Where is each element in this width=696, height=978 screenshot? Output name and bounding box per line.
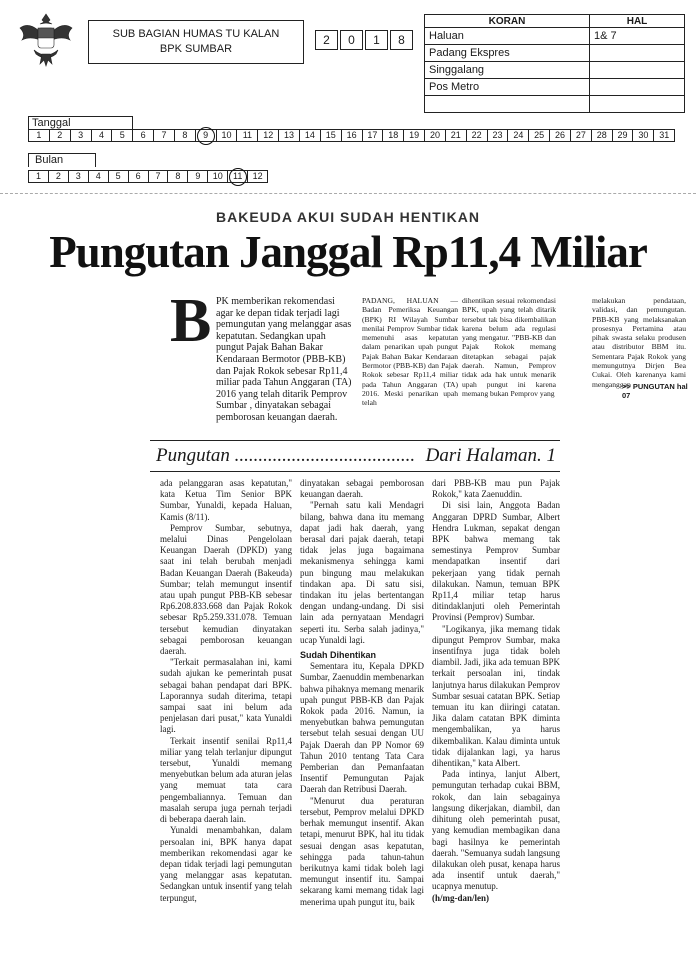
subheading: Sudah Dihentikan bbox=[300, 650, 377, 661]
number-cell: 6 bbox=[129, 171, 149, 182]
number-cell: 1 bbox=[29, 171, 49, 182]
paragraph: Pada intinya, lanjut Albert, pemungutan terhadap cukai BBM, rokok, dan lain sebagainya langsung dikerjakan, diambil, dan dihitung oleh pemerintah pusat, yang kemudian membagikan dana bagi hasilnya ke pemerintah daerah. "Semuanya sudah langsung dilakukan oleh pusat, kenapa harus ada insentif untuk daerah," ucapnya menutup. bbox=[432, 769, 560, 892]
newspaper-table bbox=[424, 14, 685, 113]
year-digit: 8 bbox=[390, 30, 413, 50]
unit-line-1: SUB BAGIAN HUMAS TU KALAN bbox=[112, 28, 280, 40]
number-cell: 23 bbox=[488, 130, 509, 141]
number-cell: 4 bbox=[89, 171, 109, 182]
number-cell: 6 bbox=[133, 130, 154, 141]
continuation-column-2 bbox=[300, 478, 424, 944]
paragraph: ada pelanggaran asas kepatutan," kata Ketua Tim Senior BPK Sumbar, Yunaldi, kepada Haluan, Kamis (8/11). bbox=[160, 478, 292, 522]
headline: Pungutan Janggal Rp11,4 Miliar bbox=[49, 227, 647, 277]
bulan-row bbox=[28, 170, 268, 183]
paper-name bbox=[425, 96, 590, 113]
paragraph: dari PBB-KB mau pun Pajak Rokok," kata Zaenuddin. bbox=[432, 478, 560, 500]
circle-mark-icon bbox=[229, 168, 247, 186]
number-cell: 31 bbox=[659, 130, 670, 140]
paragraph: Pemprov Sumbar, sebutnya, melalui Dinas Pengelolaan Keuangan Daerah (DPKD) yang saat ini telah berubah menjadi Badan Keuangan Daerah (Bakeuda) Sumbar; telah memungut insentif atau upah pungut PBB-KB sebesar Rp6.208.833.668 dan Pajak Rokok sebesar Rp5.259.331.078. Temuan tersebut kemudian dinyatakan sebagai pemborosan keuangan daerah. bbox=[160, 522, 292, 657]
paragraph: Di sisi lain, Anggota Badan Anggaran DPRD Sumbar, Albert Hendra Lukman, sepakat dengan BPK bahwa memang tak semestinya Pemprov Sumbar mendapatkan insentif dari pekerjaan yang tidak pernah dilakukan. Namun, temuan BPK Rp11,4 miliar tetap harus ditindaklanjuti oleh Pemerintah Provinsi (Pemprov) Sumbar. bbox=[432, 500, 560, 623]
paper-hal: 1& 7 bbox=[590, 28, 685, 45]
continued-left: Pungutan ...................................... bbox=[156, 445, 416, 466]
number-cell: 5 bbox=[112, 130, 133, 141]
year-digit: 0 bbox=[340, 30, 363, 50]
number-cell: 12 bbox=[252, 171, 263, 181]
tanggal-row bbox=[28, 129, 675, 142]
drop-cap: B bbox=[170, 287, 212, 355]
front-column-1: PADANG, HALUAN — Badan Pemeriksa Keuangan (BPK) RI Wilayah Sumbar menilai Pemprov Sumbar tidak memenuhi asas kepatutan dalam penarikan upah pungut Pajak Bahan Bakar Kendaraan Bermotor (PBB-KB) dan Pajak Rokok sebesar Rp11,4 miliar pada Tahun Anggaran (TA) 2016. Meski penarikan upah telah bbox=[362, 296, 458, 408]
paper-name: Padang Ekspres bbox=[425, 45, 590, 62]
paragraph: "Pernah satu kali Mendagri bilang, bahwa dana itu memang dapat jadi hak daerah, yang berasal dari pajak daerah, tetapi tidak jelas juga bagaimana mekanismenya sehingga kami pun bingung mau melakukan tindakan apa. Di satu sisi, tindakan itu jelas bertentangan dengan undang-undang. Di sisi lain ada pernyataan Mendagri seperti itu. Serba salah jadinya," ucap Yunaldi lagi. bbox=[300, 500, 424, 645]
number-cell: 20 bbox=[425, 130, 446, 141]
continuation-column-1 bbox=[160, 478, 292, 944]
year-digit: 1 bbox=[365, 30, 388, 50]
continued-right: Dari Halaman. 1 bbox=[425, 445, 556, 466]
number-cell: 12 bbox=[258, 130, 279, 141]
paper-hal bbox=[590, 45, 685, 62]
year-digit: 2 bbox=[315, 30, 338, 50]
number-cell: 19 bbox=[404, 130, 425, 141]
unit-box bbox=[88, 20, 304, 64]
number-cell: 5 bbox=[109, 171, 129, 182]
tanggal-label: Tanggal bbox=[28, 116, 133, 130]
number-cell: 10 bbox=[208, 171, 228, 182]
number-cell: 28 bbox=[592, 130, 613, 141]
paper-hal bbox=[590, 96, 685, 113]
byline: (h/mg-dan/len) bbox=[432, 892, 490, 903]
number-cell: 27 bbox=[571, 130, 592, 141]
number-cell: 25 bbox=[529, 130, 550, 141]
number-cell: 29 bbox=[613, 130, 634, 141]
number-cell: 16 bbox=[342, 130, 363, 141]
paper-hal bbox=[590, 62, 685, 79]
paper-name: Haluan bbox=[425, 28, 590, 45]
number-cell: 7 bbox=[154, 130, 175, 141]
koran-heading: KORAN bbox=[425, 15, 590, 28]
number-cell: 21 bbox=[446, 130, 467, 141]
number-cell: 22 bbox=[467, 130, 488, 141]
front-column-3: melakukan pendataan, validasi, dan pemungutan. PBB-KB yang melaksanakan prosesnya Pertamina atau pihak swasta selaku produsen atau distributor BBM itu. Sementara Pajak Rokok yang memungutnya Dirjen Bea Cukai. Oleh karenanya kami menganggap bbox=[592, 296, 686, 389]
paragraph: "Terkait permasalahan ini, kami sudah ajukan ke pemerintah pusat sebagai bahan pendapat dari BPK. Laporannya sudah diterima, tetapi sampai saat ini belum ada penjelasan dari pusat," kata Yunaldi lagi. bbox=[160, 657, 292, 735]
number-cell: 4 bbox=[92, 130, 113, 141]
bulan-label: Bulan bbox=[28, 153, 96, 167]
garuda-emblem-icon bbox=[14, 10, 78, 68]
paragraph: "Logikanya, jika memang tidak dipungut Pemprov Sumbar, maka insentifnya juga tidak boleh diambil. Jadi, jika ada temuan BPK terkait persoalan ini, tindak lanjutnya harus dilakukan Pemprov Sumbar sesuai catatan BPK. Setiap temuan itu kan diiringi catatan. Jika dalam catatan BPK diminta mengembalikan, ya harus dikembalikan. Kalau diminta untuk tidak dijalankan lagi, ya harus dihentikan," kata Albert. bbox=[432, 623, 560, 769]
paper-name: Singgalang bbox=[425, 62, 590, 79]
clipping-divider bbox=[0, 193, 696, 194]
number-cell: 11 bbox=[228, 171, 248, 182]
paper-name: Pos Metro bbox=[425, 79, 590, 96]
number-cell: 9 bbox=[188, 171, 208, 182]
number-cell: 14 bbox=[300, 130, 321, 141]
number-cell: 3 bbox=[71, 130, 92, 141]
year-boxes bbox=[315, 30, 415, 48]
paragraph: Sementara itu, Kepala DPKD Sumbar, Zaenuddin membenarkan bahwa pihaknya memang menarik upah pungut PBB-KB dan Pajak Rokok pada 2016. Namun, ia menyebutkan bahwa pemungutan tersebut telah sesuai dengan UU Pajak Daerah dan PP Nomor 69 Tahun 2010 tentang Tata Cara Pemberian dan Pemanfaatan Insentif Pemungutan Pajak Daerah dan Retribusi Daerah. bbox=[300, 661, 424, 795]
number-cell: 10 bbox=[217, 130, 238, 141]
front-column-2: dihentikan sesuai rekomendasi BPK, upah yang telah ditarik tersebut tak bisa dikembalikan karena belum ada regulasi yang mengatur. "PBB-KB dan Pajak Rokok memang ditetapkan sebagai pajak daerah. Namun, Pemprov tidak ada hak untuk menarik upah pungut ini karena memang bukan Pemprov yang bbox=[462, 296, 556, 398]
hal-heading: HAL bbox=[590, 15, 685, 28]
circle-mark-icon bbox=[197, 127, 215, 145]
jump-label: >> PUNGUTAN hal 07 bbox=[622, 382, 688, 400]
number-cell: 8 bbox=[168, 171, 188, 182]
continuation-column-3 bbox=[432, 478, 560, 944]
paper-hal bbox=[590, 79, 685, 96]
lead-paragraph: PK memberikan rekomendasi agar ke depan tidak terjadi lagi pemungutan yang melanggar asas kepatutan. Sedangkan upah pungut Pajak Bahan Bakar Kendaraan Bermotor (PBB-KB) dan Pajak Rokok sebesar Rp11,4 miliar pada Tahun Anggaran (TA) 2016 yang telah ditarik Pemprov Sumbar , dinyatakan sebagai pemborosan keuangan daerah. bbox=[216, 296, 352, 423]
number-cell: 17 bbox=[363, 130, 384, 141]
number-cell: 13 bbox=[279, 130, 300, 141]
number-cell: 2 bbox=[50, 130, 71, 141]
kicker: BAKEUDA AKUI SUDAH HENTIKAN bbox=[216, 209, 480, 225]
number-cell: 11 bbox=[237, 130, 258, 141]
number-cell: 1 bbox=[29, 130, 50, 141]
number-cell: 15 bbox=[321, 130, 342, 141]
number-cell: 8 bbox=[175, 130, 196, 141]
continued-bar bbox=[150, 440, 560, 472]
number-cell: 7 bbox=[149, 171, 169, 182]
paragraph: "Menurut dua peraturan tersebut, Pemprov melalui DPKD berhak memungut insentif. Akan tetapi, menurut BPK, hal itu tidak sesuai dengan asas kepatutan, sehingga pada tahun-tahun berikutnya kami tidak boleh lagi memungut insentif itu. Sampai sekarang kami memang tidak lagi menerima upah pungut itu, baik bbox=[300, 795, 424, 907]
number-cell: 9 bbox=[196, 130, 217, 141]
number-cell: 2 bbox=[49, 171, 69, 182]
number-cell: 26 bbox=[550, 130, 571, 141]
number-cell: 18 bbox=[383, 130, 404, 141]
paragraph: Yunaldi menambahkan, dalam persoalan ini, BPK hanya dapat memberikan rekomendasi agar ke depan tidak terjadi lagi pemungutan yang melanggar asas kepatutan. Sedangkan untuk insentif yang telah terpungut, bbox=[160, 825, 292, 903]
paragraph: Terkait insentif senilai Rp11,4 miliar yang telah terlanjur dipungut tersebut, Yunaldi memang menyebutkan belum ada aturan jelas yang memuat tata cara pengembaliannya. Temuan dan masalah serupa juga pernah terjadi di beberapa daerah lain. bbox=[160, 735, 292, 825]
number-cell: 30 bbox=[633, 130, 654, 141]
paragraph: dinyatakan sebagai pemborosan keuangan daerah. bbox=[300, 478, 424, 500]
unit-line-2: BPK SUMBAR bbox=[159, 43, 233, 55]
number-cell: 3 bbox=[69, 171, 89, 182]
number-cell: 24 bbox=[508, 130, 529, 141]
